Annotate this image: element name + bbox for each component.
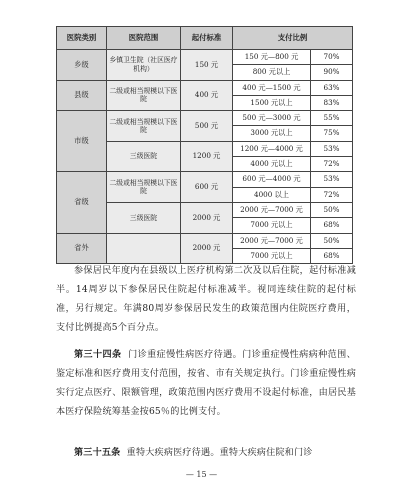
header-hospital-scope: 医院范围 bbox=[107, 27, 181, 50]
rate-cell: 70% bbox=[311, 50, 353, 65]
table-row bbox=[57, 80, 353, 95]
scope-cell: 二级或相当规模以下医院 bbox=[107, 80, 181, 111]
scope-cell: 三级医院 bbox=[107, 141, 181, 172]
range-cell: 500 元—3000 元 bbox=[233, 111, 311, 126]
rate-cell: 72% bbox=[311, 187, 353, 202]
range-cell: 4000 以上 bbox=[233, 187, 311, 202]
range-cell: 7000 元以上 bbox=[233, 218, 311, 233]
threshold-cell: 2000 元 bbox=[181, 202, 233, 233]
article-number: 第三十四条 bbox=[74, 350, 122, 360]
table-row bbox=[57, 172, 353, 187]
range-cell: 150 元—800 元 bbox=[233, 50, 311, 65]
scope-cell: 二级或相当规模以下医院 bbox=[107, 172, 181, 203]
scope-cell: 乡镇卫生院（社区医疗机构） bbox=[107, 50, 181, 81]
paragraph-article-34 bbox=[56, 346, 356, 422]
rate-cell: 90% bbox=[311, 65, 353, 80]
paragraph-text: 门诊重症慢性病医疗待遇。门诊重症慢性病病种范围、鉴定标准和医疗费用支付范围，按省、市有关规定执行。门诊重症慢性病实行定点医疗、限额管理，政策范围内医疗费用不设起付标准，由居民基本医疗保险统筹基金按65％的比例支付。 bbox=[56, 350, 356, 417]
range-cell: 4000 元以上 bbox=[233, 157, 311, 172]
range-cell: 1200 元—4000 元 bbox=[233, 141, 311, 156]
range-cell: 1500 元以上 bbox=[233, 95, 311, 110]
category-cell: 省级 bbox=[57, 172, 107, 233]
threshold-cell: 600 元 bbox=[181, 172, 233, 203]
rate-cell: 75% bbox=[311, 126, 353, 141]
rate-cell: 55% bbox=[311, 111, 353, 126]
threshold-cell: 150 元 bbox=[181, 50, 233, 81]
range-cell: 600 元—4000 元 bbox=[233, 172, 311, 187]
range-cell: 3000 元以上 bbox=[233, 126, 311, 141]
scope-cell: 三级医院 bbox=[107, 202, 181, 233]
range-cell: 2000 元—7000 元 bbox=[233, 233, 311, 248]
header-threshold: 起付标准 bbox=[181, 27, 233, 50]
table-header-row bbox=[57, 27, 353, 50]
paragraph-threshold-rules bbox=[56, 262, 356, 338]
scope-cell: 二级或相当规模以下医院 bbox=[107, 111, 181, 142]
rate-cell: 63% bbox=[311, 80, 353, 95]
rate-cell: 53% bbox=[311, 172, 353, 187]
table-row bbox=[57, 50, 353, 65]
category-cell: 市级 bbox=[57, 111, 107, 172]
rate-cell: 83% bbox=[311, 95, 353, 110]
rate-cell: 68% bbox=[311, 218, 353, 233]
rate-cell: 68% bbox=[311, 248, 353, 263]
table-row bbox=[57, 111, 353, 126]
category-cell: 省外 bbox=[57, 233, 107, 264]
rate-cell: 72% bbox=[311, 157, 353, 172]
category-cell: 乡级 bbox=[57, 50, 107, 81]
paragraph-text: 重特大疾病医疗待遇。重特大疾病住院和门诊 bbox=[126, 448, 313, 458]
range-cell: 800 元以上 bbox=[233, 65, 311, 80]
article-number: 第三十五条 bbox=[74, 448, 121, 458]
scope-cell bbox=[107, 233, 181, 264]
rate-cell: 53% bbox=[311, 141, 353, 156]
threshold-cell: 2000 元 bbox=[181, 233, 233, 264]
range-cell: 400 元—1500 元 bbox=[233, 80, 311, 95]
page-number: — 15 — bbox=[185, 470, 218, 479]
reimbursement-rate-table bbox=[56, 26, 353, 264]
threshold-cell: 500 元 bbox=[181, 111, 233, 142]
paragraph-article-35 bbox=[56, 444, 356, 463]
range-cell: 7000 元以上 bbox=[233, 248, 311, 263]
header-hospital-category: 医院类别 bbox=[57, 27, 107, 50]
range-cell: 2000 元—7000 元 bbox=[233, 202, 311, 217]
threshold-cell: 1200 元 bbox=[181, 141, 233, 172]
rate-cell: 50% bbox=[311, 233, 353, 248]
paragraph-text: 参保居民年度内在县级以上医疗机构第二次及以后住院，起付标准减半。14周岁以下参保居民住院起付标准减半。视同连续住院的起付标准，另行规定。年满80周岁参保居民发生的政策范围内住院医疗费用，支付比例提高5个百分点。 bbox=[56, 266, 356, 333]
threshold-cell: 400 元 bbox=[181, 80, 233, 111]
header-payment-ratio: 支付比例 bbox=[233, 27, 353, 50]
rate-cell: 50% bbox=[311, 202, 353, 217]
table-row bbox=[57, 233, 353, 248]
category-cell: 县级 bbox=[57, 80, 107, 111]
